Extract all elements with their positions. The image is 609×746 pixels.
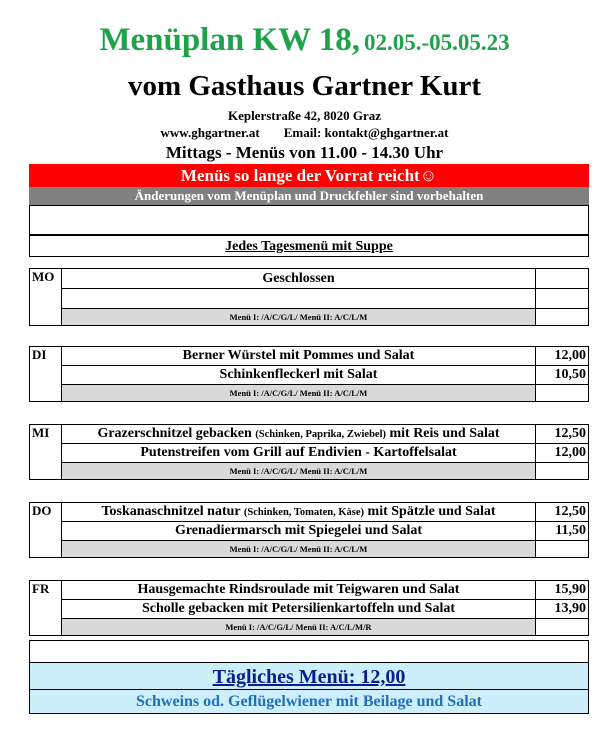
price-1: 15,90 xyxy=(536,581,589,600)
restaurant-name: vom Gasthaus Gartner Kurt xyxy=(127,70,482,102)
opening-hours: Mittags - Menüs von 11.00 - 14.30 Uhr xyxy=(165,143,444,162)
day-table-wednesday xyxy=(29,424,589,480)
email-link[interactable]: Email: kontakt@ghgartner.at xyxy=(283,125,449,140)
price-2: 11,50 xyxy=(536,522,589,541)
day-label: MO xyxy=(30,269,62,326)
contact-line xyxy=(0,125,609,141)
blank-row xyxy=(29,205,589,235)
dish-2: Grenadiermarsch mit Spiegelei und Salat xyxy=(62,522,536,541)
dish-2: Putenstreifen vom Grill auf Endivien - Kartoffelsalat xyxy=(62,444,536,463)
empty-cell xyxy=(536,541,589,558)
daily-menu-title xyxy=(29,662,589,690)
dish-1-name: Toskanaschnitzel natur xyxy=(101,504,244,519)
price-2: 12,00 xyxy=(536,444,589,463)
disclaimer-notice: Änderungen vom Menüplan und Druckfehler sind vorbehalten xyxy=(29,187,589,205)
blank-row xyxy=(29,640,589,662)
availability-notice: Menüs so lange der Vorrat reicht☺ xyxy=(29,164,589,187)
dish-1: Hausgemachte Rindsroulade mit Teigwaren und Salat xyxy=(62,581,536,600)
day-table-monday xyxy=(29,268,589,326)
empty-cell xyxy=(536,619,589,636)
dish-1: Geschlossen xyxy=(62,269,536,289)
empty-cell xyxy=(536,309,589,326)
day-label: DI xyxy=(30,347,62,402)
price-2: 13,90 xyxy=(536,600,589,619)
price-2: 10,50 xyxy=(536,366,589,385)
price-1: 12,50 xyxy=(536,503,589,522)
dish-1-note: (Schinken, Paprika, Zwiebel) xyxy=(255,429,386,440)
day-label: DO xyxy=(30,503,62,558)
dish-1: Berner Würstel mit Pommes und Salat xyxy=(62,347,536,366)
allergen-info: Menü I: /A/C/G/L/ Menü II: A/C/L/M xyxy=(62,463,536,480)
soup-notice xyxy=(29,235,589,257)
page-title xyxy=(0,22,609,59)
dish-1 xyxy=(62,503,536,522)
title-main: Menüplan KW 18, xyxy=(99,22,361,58)
allergen-info: Menü I: /A/C/G/L/ Menü II: A/C/L/M/R xyxy=(62,619,536,636)
address: Keplerstraße 42, 8020 Graz xyxy=(227,108,382,123)
dish-1-note: (Schinken, Tomaten, Käse) xyxy=(243,507,365,518)
dish-2: Schinkenfleckerl mit Salat xyxy=(62,366,536,385)
allergen-info: Menü I: /A/C/G/L/ Menü II: A/C/L/M xyxy=(62,541,536,558)
day-label: FR xyxy=(30,581,62,636)
dish-2: Scholle gebacken mit Petersilienkartoffeln und Salat xyxy=(62,600,536,619)
price-1: 12,00 xyxy=(536,347,589,366)
day-table-friday xyxy=(29,580,589,636)
website-link[interactable]: www.ghgartner.at xyxy=(160,125,260,140)
price-2 xyxy=(536,289,589,309)
title-dates: 02.05.-05.05.23 xyxy=(364,30,510,55)
soup-notice-text: Jedes Tagesmenü mit Suppe xyxy=(225,239,393,254)
dish-1-name: Grazerschnitzel gebacken xyxy=(97,426,256,441)
day-table-thursday xyxy=(29,502,589,558)
allergen-info: Menü I: /A/C/G/L/ Menü II: A/C/L/M xyxy=(62,309,536,326)
empty-cell xyxy=(536,463,589,480)
dish-1-side: mit Spätzle und Salat xyxy=(364,504,496,519)
allergen-info: Menü I: /A/C/G/L/ Menü II: A/C/L/M xyxy=(62,385,536,402)
price-1: 12,50 xyxy=(536,425,589,444)
price-1 xyxy=(536,269,589,289)
dish-1-side: mit Reis und Salat xyxy=(385,426,500,441)
daily-menu-description: Schweins od. Geflügelwiener mit Beilage und Salat xyxy=(29,690,589,714)
day-label: MI xyxy=(30,425,62,480)
dish-1 xyxy=(62,425,536,444)
day-table-tuesday xyxy=(29,346,589,402)
dish-2 xyxy=(62,289,536,309)
daily-menu-title-text: Tägliches Menü: 12,00 xyxy=(212,666,406,688)
empty-cell xyxy=(536,385,589,402)
